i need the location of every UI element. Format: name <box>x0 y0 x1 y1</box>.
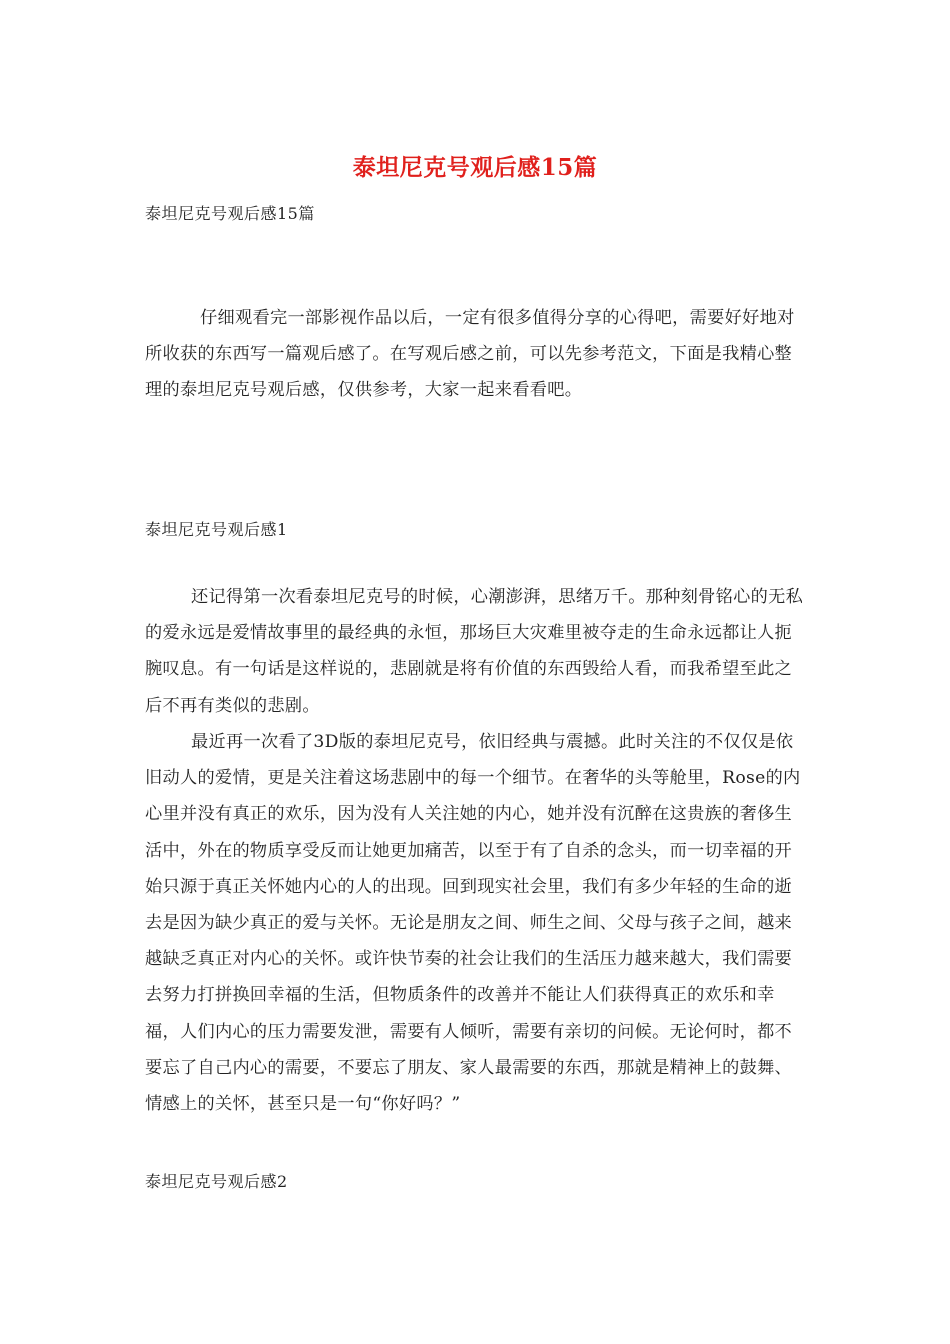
section-1-paragraph-2: 最近再一次看了3D版的泰坦尼克号，依旧经典与震撼。此时关注的不仅仅是依旧动人的爱情，更是关注着这场悲剧中的每一个细节。在奢华的头等舱里，Rose的内心里并没有真正的欢乐，因为没有人关注她的内心，她并没有沉醉在这贵族的奢侈生活中，外在的物质享受反而让她更加痛苦，以至于有了自杀的念头，而一切幸福的开始只源于真正关怀她内心的人的出现。回到现实社会里，我们有多少年轻的生命的逝去是因为缺少真正的爱与关怀。无论是朋友之间、师生之间、父母与孩子之间，越来越缺乏真正对内心的关怀。或许快节奏的社会让我们的生活压力越来越大，我们需要去努力打拼换回幸福的生活，但物质条件的改善并不能让人们获得真正的欢乐和幸福，人们内心的压力需要发泄，需要有人倾听，需要有亲切的问候。无论何时，都不要忘了自己内心的需要，不要忘了朋友、家人最需要的东西，那就是精神上的鼓舞、情感上的关怀，甚至只是一句“你好吗？” <box>145 732 801 1115</box>
section-heading-1: 泰坦尼克号观后感1 <box>145 520 288 539</box>
section-1-paragraph-1: 还记得第一次看泰坦尼克号的时候，心潮澎湃，思绪万千。那种刻骨铭心的无私的爱永远是爱情故事里的最经典的永恒，那场巨大灾难里被夺走的生命永远都让人扼腕叹息。有一句话是这样说的，悲剧就是将有价值的东西毁给人看，而我希望至此之后不再有类似的悲剧。 <box>145 587 804 716</box>
intro-paragraph: 仔细观看完一部影视作品以后，一定有很多值得分享的心得吧，需要好好地对所收获的东西写一篇观后感了。在写观后感之前，可以先参考范文，下面是我精心整理的泰坦尼克号观后感，仅供参考，大家一起来看看吧。 <box>145 308 795 400</box>
document-title: 泰坦尼克号观后感15篇 <box>352 154 598 181</box>
document-subtitle: 泰坦尼克号观后感15篇 <box>145 204 315 223</box>
section-heading-2: 泰坦尼克号观后感2 <box>145 1172 288 1191</box>
